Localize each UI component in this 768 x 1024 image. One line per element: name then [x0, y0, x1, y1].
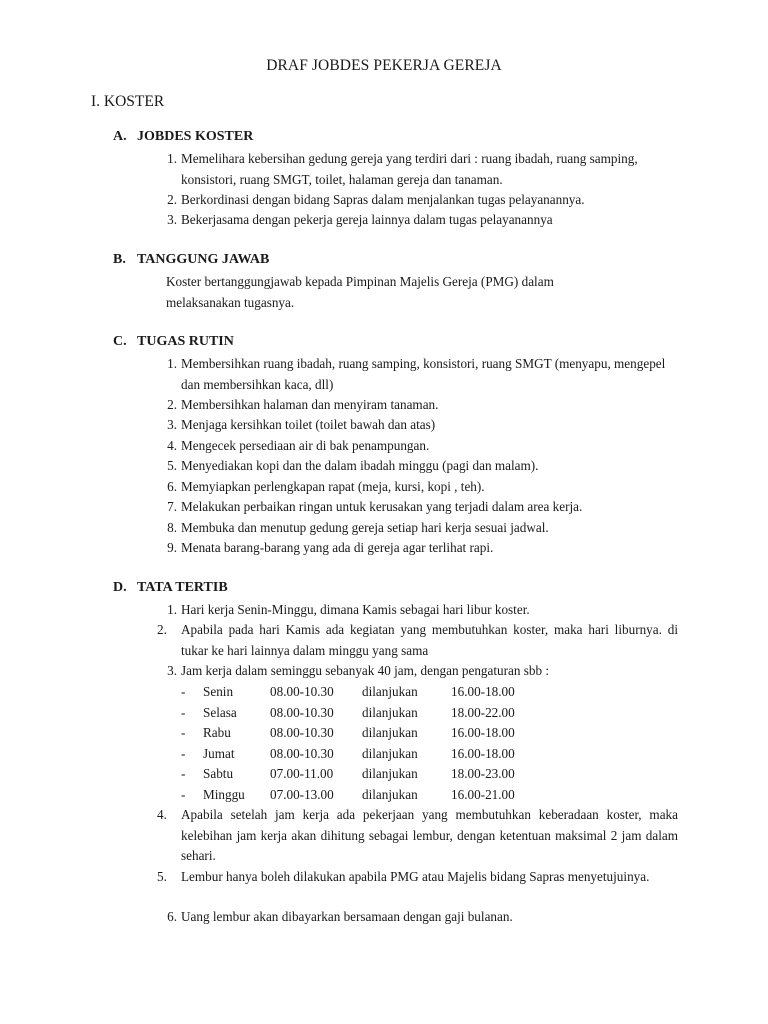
item-text: Uang lembur akan dibayarkan bersamaan dengan gaji bulanan. — [181, 909, 513, 924]
item-text: Membersihkan halaman dan menyiram tanaman. — [181, 397, 439, 412]
list-item — [157, 805, 678, 867]
schedule-time-morning: 08.00-10.30 — [270, 705, 334, 720]
subheading-text: TUGAS RUTIN — [137, 334, 234, 349]
item-text: Menata barang-barang yang ada di gereja agar terlihat rapi. — [181, 540, 494, 555]
schedule-day: Sabtu — [203, 766, 234, 781]
item-number: 3. — [167, 212, 177, 227]
schedule-dash: - — [181, 725, 186, 740]
schedule-connector: dilanjukan — [362, 684, 418, 699]
schedule-day: Selasa — [203, 705, 237, 720]
list-item — [157, 867, 678, 888]
schedule-connector: dilanjukan — [362, 705, 418, 720]
list-item — [167, 497, 678, 518]
schedule-time-evening: 16.00-18.00 — [451, 746, 515, 761]
schedule-time-morning: 08.00-10.30 — [270, 684, 334, 699]
item-number: 6. — [167, 909, 177, 924]
list-item — [167, 190, 678, 211]
schedule-dash: - — [181, 766, 186, 781]
item-number: 7. — [167, 499, 177, 514]
list-item — [167, 436, 678, 457]
schedule-time-morning: 07.00-11.00 — [270, 766, 334, 781]
item-text: Melakukan perbaikan ringan untuk kerusakan yang terjadi dalam area kerja. — [181, 499, 583, 514]
schedule-dash: - — [181, 684, 186, 699]
item-text: Menyediakan kopi dan the dalam ibadah minggu (pagi dan malam). — [181, 458, 539, 473]
list-item — [167, 415, 678, 436]
item-number: 4. — [157, 807, 167, 822]
item-number: 2. — [167, 397, 177, 412]
schedule-time-evening: 16.00-18.00 — [451, 684, 515, 699]
list-item — [167, 477, 678, 498]
schedule-time-evening: 16.00-18.00 — [451, 725, 515, 740]
item-number: 2. — [167, 192, 177, 207]
schedule-day: Senin — [203, 684, 234, 699]
schedule-connector: dilanjukan — [362, 725, 418, 740]
item-text: Lembur hanya boleh dilakukan apabila PMG atau Majelis bidang Sapras menyetujuinya. — [181, 869, 650, 884]
list-item — [167, 395, 678, 416]
schedule-time-morning: 07.00-13.00 — [270, 787, 334, 802]
schedule-connector: dilanjukan — [362, 746, 418, 761]
list-item — [167, 210, 678, 231]
schedule-dash: - — [181, 746, 186, 761]
item-text: Apabila pada hari Kamis ada kegiatan yang membutuhkan koster, maka hari liburnya. di tukar ke hari lainnya dalam minggu yang sama — [181, 622, 678, 658]
list-item — [167, 354, 678, 395]
item-text: Menjaga kersihkan toilet (toilet bawah dan atas) — [181, 417, 436, 432]
item-number: 5. — [157, 869, 167, 884]
section-heading-koster: I. KOSTER — [91, 93, 165, 110]
list-item — [167, 907, 678, 928]
schedule-dash: - — [181, 787, 186, 802]
item-number: 5. — [167, 458, 177, 473]
tanggung-jawab-text: Koster bertanggungjawab kepada Pimpinan Majelis Gereja (PMG) dalam melaksanakan tugasnya. — [166, 274, 554, 310]
item-text: Memyiapkan perlengkapan rapat (meja, kursi, kopi , teh). — [181, 479, 485, 494]
schedule-connector: dilanjukan — [362, 787, 418, 802]
item-text: Membersihkan ruang ibadah, ruang samping, konsistori, ruang SMGT (menyapu, mengepel dan membersihkan kaca, dll) — [181, 356, 666, 392]
item-number: 1. — [167, 602, 177, 617]
list-item — [167, 600, 678, 621]
schedule-connector: dilanjukan — [362, 766, 418, 781]
list-item — [167, 538, 678, 559]
list-item — [167, 456, 678, 477]
item-number: 4. — [167, 438, 177, 453]
subheading-letter: C. — [113, 334, 127, 349]
subheading-letter: A. — [113, 129, 127, 144]
item-text: Memelihara kebersihan gedung gereja yang terdiri dari : ruang ibadah, ruang samping, konsistori, ruang SMGT, toilet, halaman gereja dan tanaman. — [181, 151, 638, 187]
subheading-tugas-rutin — [113, 334, 234, 350]
item-number: 9. — [167, 540, 177, 555]
item-number: 1. — [167, 356, 177, 371]
subheading-text: JOBDES KOSTER — [137, 129, 254, 144]
list-item — [167, 149, 678, 190]
item-text: Berkordinasi dengan bidang Sapras dalam menjalankan tugas pelayanannya. — [181, 192, 585, 207]
subheading-text: TATA TERTIB — [137, 580, 228, 595]
schedule-time-evening: 16.00-21.00 — [451, 787, 515, 802]
list-item — [167, 661, 678, 682]
list-item — [157, 620, 678, 661]
item-number: 6. — [167, 479, 177, 494]
item-text: Membuka dan menutup gedung gereja setiap hari kerja sesuai jadwal. — [181, 520, 549, 535]
item-number: 8. — [167, 520, 177, 535]
list-item — [167, 518, 678, 539]
schedule-time-evening: 18.00-22.00 — [451, 705, 515, 720]
item-number: 2. — [157, 622, 167, 637]
subheading-tanggung-jawab — [113, 252, 269, 268]
item-number: 3. — [167, 663, 177, 678]
item-text: Mengecek persediaan air di bak penampungan. — [181, 438, 430, 453]
subheading-jobdes-koster — [113, 129, 253, 145]
schedule-dash: - — [181, 705, 186, 720]
item-text: Bekerjasama dengan pekerja gereja lainnya dalam tugas pelayanannya — [181, 212, 553, 227]
subheading-tata-tertib — [113, 580, 228, 596]
subheading-text: TANGGUNG JAWAB — [137, 252, 270, 267]
item-text: Hari kerja Senin-Minggu, dimana Kamis sebagai hari libur koster. — [181, 602, 530, 617]
item-number: 3. — [167, 417, 177, 432]
document-title: DRAF JOBDES PEKERJA GEREJA — [266, 57, 502, 74]
item-text: Jam kerja dalam seminggu sebanyak 40 jam, dengan pengaturan sbb : — [181, 663, 550, 678]
schedule-day: Minggu — [203, 787, 245, 802]
schedule-time-evening: 18.00-23.00 — [451, 766, 515, 781]
schedule-time-morning: 08.00-10.30 — [270, 725, 334, 740]
schedule-day: Rabu — [203, 725, 231, 740]
subheading-letter: B. — [113, 252, 126, 267]
item-number: 1. — [167, 151, 177, 166]
schedule-day: Jumat — [203, 746, 235, 761]
schedule-time-morning: 08.00-10.30 — [270, 746, 334, 761]
item-text: Apabila setelah jam kerja ada pekerjaan yang membutuhkan keberadaan koster, maka kelebihan jam kerja akan dihitung sebagai lembur, dengan ketentuan maksimal 2 jam dalam sehari. — [181, 807, 678, 863]
subheading-letter: D. — [113, 580, 127, 595]
